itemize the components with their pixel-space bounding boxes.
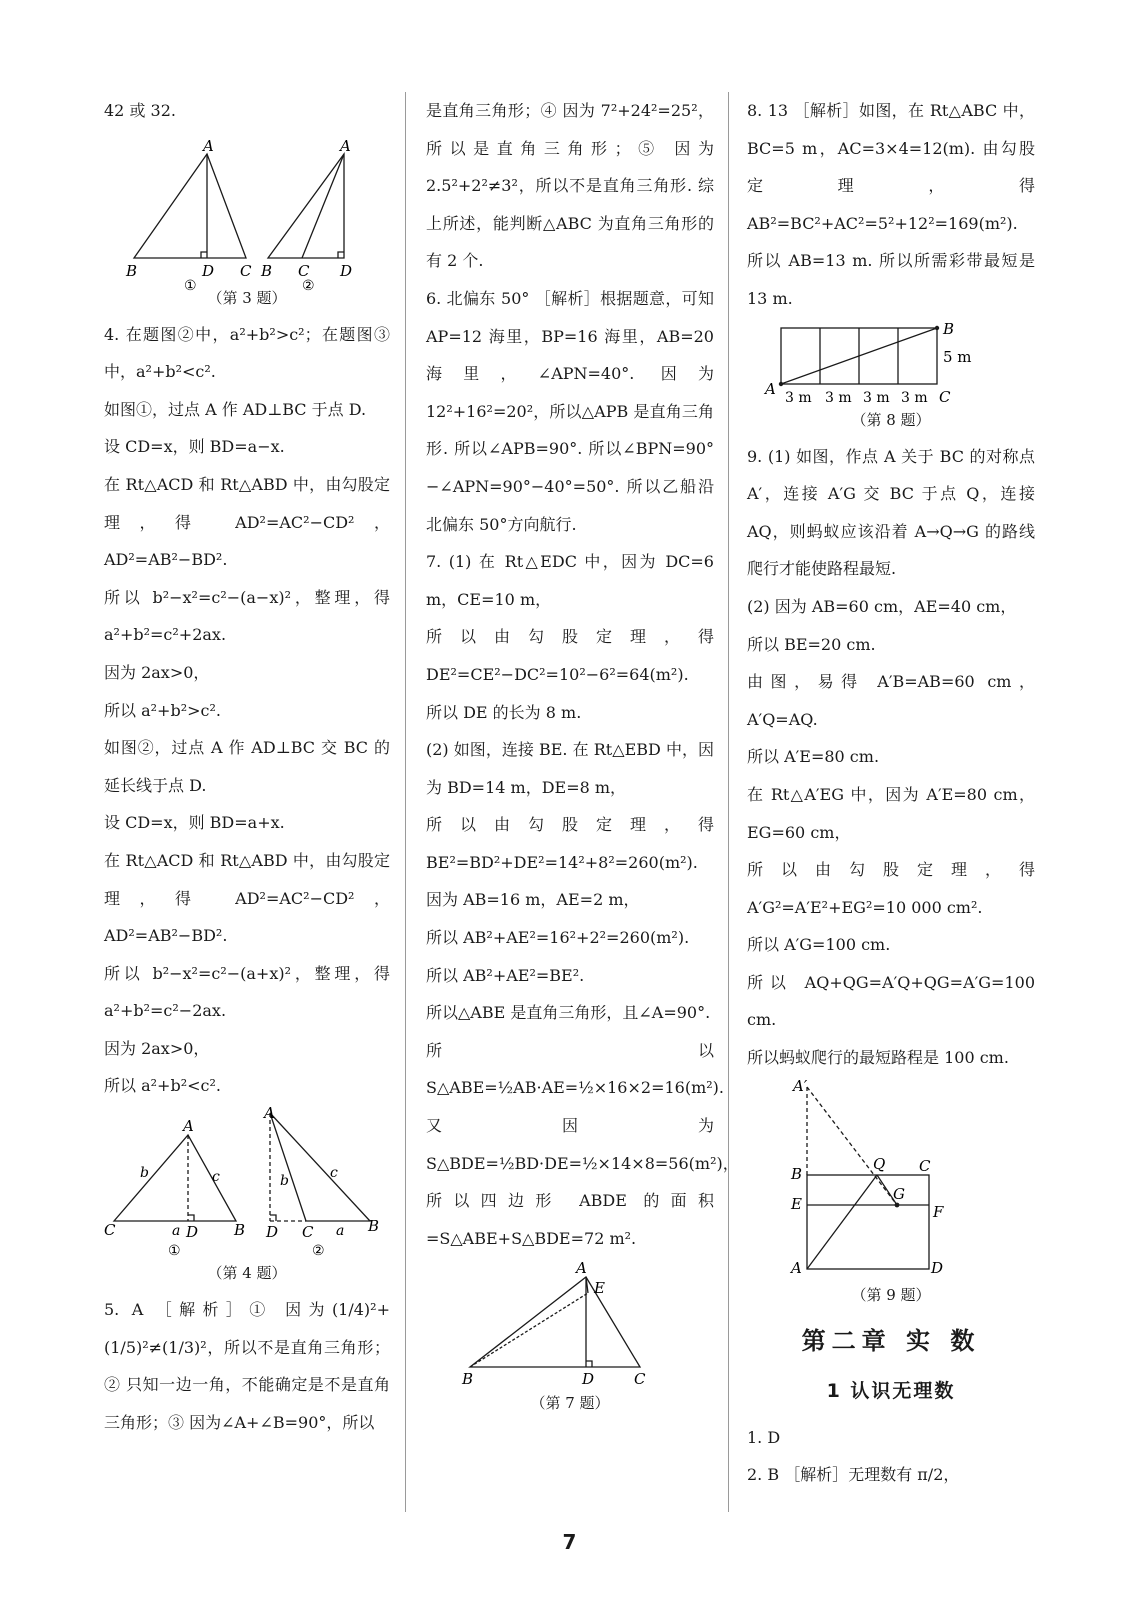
answer-7-line-8: 所以 AB²+AE²=BE².: [426, 965, 585, 985]
fig4-label-c: C: [104, 1221, 116, 1240]
figure-9: [747, 1076, 1035, 1281]
fig3-label-d2: D: [340, 261, 353, 280]
answer-4-line-8: 如图②，过点 A 作 AD⊥BC 交 BC 的延长线于点 D.: [104, 738, 390, 795]
fig3-label-c: C: [240, 261, 252, 280]
answer-4-line-12: 因为 2ax>0，: [104, 1038, 210, 1058]
answer-7-line-6: 因为 AB=16 m，AE=2 m，: [426, 890, 640, 910]
section-title: 1 认识无理数: [826, 1379, 956, 1402]
figure-7-caption: （第 7 题）: [530, 1394, 610, 1413]
answer-4-line-11: 所以 b²−x²=c²−(a+x)²，整理，得 a²+b²=c²−2ax.: [104, 963, 390, 1021]
fig3-number-1: ①: [184, 277, 197, 294]
page-number: 7: [562, 1530, 577, 1554]
answer-4-line-3: 设 CD=x，则 BD=a−x.: [104, 437, 285, 457]
fig7-label-b: B: [462, 1370, 474, 1389]
fig4-label-b2: B: [368, 1217, 380, 1236]
answer-7-line-11: 又因为 S△BDE=½BD·DE=½×14×8=56(m²)，: [426, 1116, 739, 1173]
answer-9-line-3: 所以 BE=20 cm.: [747, 634, 876, 654]
answer-3-text: 42 或 32.: [104, 101, 176, 120]
fig4-label-d2: D: [266, 1223, 279, 1242]
fig8-seg-label-3: 3 m: [863, 389, 890, 406]
fig7-label-c: C: [634, 1370, 646, 1389]
fig8-label-b: B: [943, 319, 955, 338]
figure-9-caption: （第 9 题）: [851, 1285, 931, 1304]
fig4-label-a-side: a: [172, 1223, 181, 1240]
answer-7-line-12: 所以四边形 ABDE 的面积=S△ABE+S△BDE=72 m².: [426, 1191, 714, 1248]
fig9-label-a: A: [791, 1258, 802, 1277]
answer-4-line-13: 所以 a²+b²<c².: [104, 1076, 221, 1096]
fig7-label-a: A: [576, 1259, 587, 1278]
answer-ch2-1: 1. D: [747, 1427, 781, 1447]
fig4-number-2: ②: [312, 1243, 325, 1260]
column-middle: [426, 92, 739, 1421]
answer-7-line-3: 所以 DE 的长为 8 m.: [426, 702, 582, 722]
answer-6-text: 6. 北偏东 50° ［解析］根据题意，可知 AP=12 海里，BP=16 海里，AB=20 海里，∠APN=40°. 因为 12²+16²=20²，所以△APB 是直角三角形. 所以∠APB=90°. 所以∠BPN=90°−∠APN=90°−40°=50°. 所以乙船沿北偏东 50°方向航行.: [426, 288, 714, 534]
fig3-label-d: D: [202, 261, 215, 280]
fig9-label-g: G: [893, 1184, 905, 1203]
answer-4-line-4: 在 Rt△ACD 和 Rt△ABD 中，由勾股定理，得 AD²=AC²−CD²，AD²=AB²−BD².: [104, 474, 390, 570]
fig8-label-c: C: [939, 387, 951, 406]
fig8-label-a: A: [765, 379, 776, 398]
fig4-label-c2: C: [302, 1223, 314, 1242]
fig9-label-a-prime: A′: [793, 1076, 808, 1095]
answer-4-line-10: 在 Rt△ACD 和 Rt△ABD 中，由勾股定理，得 AD²=AC²−CD²，AD²=AB²−BD².: [104, 850, 390, 946]
column-left: [104, 92, 390, 1441]
fig4-label-b-side: b: [140, 1165, 149, 1182]
fig3-label-b2: B: [261, 261, 273, 280]
fig4-number-1: ①: [168, 1243, 181, 1260]
fig8-side-label: 5 m: [943, 347, 972, 366]
fig7-label-d: D: [582, 1370, 595, 1389]
answer-7-line-5: 所以由勾股定理，得 BE²=BD²+DE²=14²+8²=260(m²).: [426, 815, 714, 872]
fig4-label-b: B: [234, 1221, 246, 1240]
answer-9-line-8: 所以 A′G=100 cm.: [747, 935, 891, 955]
answer-9-line-6: 在 Rt△A′EG 中，因为 A′E=80 cm，EG=60 cm，: [747, 784, 1035, 842]
answer-4-line-6: 因为 2ax>0，: [104, 662, 210, 682]
answer-9-line-2: (2) 因为 AB=60 cm，AE=40 cm，: [747, 596, 1017, 616]
answer-8-text: 8. 13 ［解析］如图，在 Rt△ABC 中，BC=5 m，AC=3×4=12(m). 由勾股定理，得 AB²=BC²+AC²=5²+12²=169(m²). 所以 AB=13 m. 所以所需彩带最短是 13 m.: [747, 101, 1035, 308]
chapter-title: 第二章 实 数: [801, 1326, 981, 1355]
fig9-label-d: D: [931, 1258, 944, 1277]
fig4-label-a2-side: a: [336, 1223, 345, 1240]
fig4-label-a2: A: [264, 1104, 275, 1123]
answer-4-line-7: 所以 a²+b²>c².: [104, 700, 221, 720]
answer-7-line-9: 所以△ABE 是直角三角形，且∠A=90°.: [426, 1003, 711, 1023]
answer-9-line-7: 所以由勾股定理，得 A′G²=A′E²+EG²=10 000 cm².: [747, 860, 1035, 917]
answer-9-line-9: 所以 AQ+QG=A′Q+QG=A′G=100 cm.: [747, 972, 1035, 1030]
column-right: [747, 92, 1035, 1494]
fig3-label-a2: A: [340, 136, 351, 155]
answer-7-line-1: 7. (1) 在 Rt△EDC 中，因为 DC=6 m，CE=10 m，: [426, 552, 714, 609]
fig4-label-d: D: [186, 1223, 199, 1242]
fig9-label-e: E: [791, 1194, 802, 1213]
fig8-seg-label-4: 3 m: [901, 389, 928, 406]
figure-8-caption: （第 8 题）: [851, 410, 931, 429]
answer-7-line-2: 所以由勾股定理，得 DE²=CE²−DC²=10²−6²=64(m²).: [426, 627, 714, 684]
figure-4-caption: （第 4 题）: [207, 1264, 287, 1283]
fig4-label-b2-side: b: [280, 1173, 289, 1190]
figure-3: [104, 134, 390, 294]
column-divider-right: [728, 92, 729, 1512]
answer-7-line-7: 所以 AB²+AE²=16²+2²=260(m²).: [426, 928, 690, 948]
fig4-label-a: A: [183, 1117, 194, 1136]
column-divider-left: [405, 92, 406, 1512]
answer-5-text: 5. A ［解析］① 因为(1/4)²+(1/5)²≠(1/3)²，所以不是直角三角形；② 只知一边一角，不能确定是不是直角三角形；③ 因为∠A+∠B=90°，所以: [104, 1300, 390, 1432]
fig9-label-q: Q: [873, 1154, 886, 1173]
figure-8: [747, 319, 1035, 406]
figure-7: [426, 1261, 714, 1389]
answer-9-line-1: 9. (1) 如图，作点 A 关于 BC 的对称点 A′，连接 A′G 交 BC 于点 Q，连接 AQ，则蚂蚁应该沿着 A→Q→G 的路线爬行才能使路程最短.: [747, 446, 1035, 579]
fig8-seg-label-1: 3 m: [785, 389, 812, 406]
answer-4-line-1: 4. 在题图②中，a²+b²>c²；在题图③中，a²+b²<c².: [104, 324, 390, 382]
answer-4-line-2: 如图①，过点 A 作 AD⊥BC 于点 D.: [104, 399, 367, 419]
fig9-label-f: F: [933, 1202, 944, 1221]
fig9-label-c: C: [919, 1156, 931, 1175]
fig8-seg-label-2: 3 m: [825, 389, 852, 406]
answer-4-line-9: 设 CD=x，则 BD=a+x.: [104, 813, 285, 833]
answer-5-continued: 是直角三角形；④ 因为 7²+24²=25²，所以是直角三角形；⑤ 因为 2.5²+2²≠3²，所以不是直角三角形. 综上所述，能判断△ABC 为直角三角形的有 2 个.: [426, 101, 714, 271]
fig9-label-b: B: [791, 1164, 803, 1183]
fig4-label-c-side: c: [212, 1169, 220, 1186]
answer-4-line-5: 所以 b²−x²=c²−(a−x)²，整理，得 a²+b²=c²+2ax.: [104, 587, 390, 645]
answer-9-line-10: 所以蚂蚁爬行的最短路程是 100 cm.: [747, 1048, 1009, 1068]
figure-4: [104, 1104, 390, 1260]
answer-7-line-10: 所以 S△ABE=½AB·AE=½×16×2=16(m²).: [426, 1040, 724, 1098]
answer-7-line-4: (2) 如图，连接 BE. 在 Rt△EBD 中，因为 BD=14 m，DE=8 m，: [426, 740, 714, 797]
fig4-label-c2-side: c: [330, 1165, 338, 1182]
answer-ch2-2: 2. B ［解析］无理数有 π/2，: [747, 1465, 960, 1485]
fig7-label-e: E: [594, 1279, 605, 1298]
fig3-label-c2: C: [298, 261, 310, 280]
fig3-label-b: B: [126, 261, 138, 280]
fig3-label-a: A: [203, 136, 214, 155]
answer-9-line-5: 所以 A′E=80 cm.: [747, 747, 880, 767]
figure-3-caption: （第 3 题）: [207, 288, 287, 307]
fig3-number-2: ②: [302, 277, 315, 294]
answer-9-line-4: 由图，易得 A′B=AB=60 cm，A′Q=AQ.: [747, 672, 1035, 729]
